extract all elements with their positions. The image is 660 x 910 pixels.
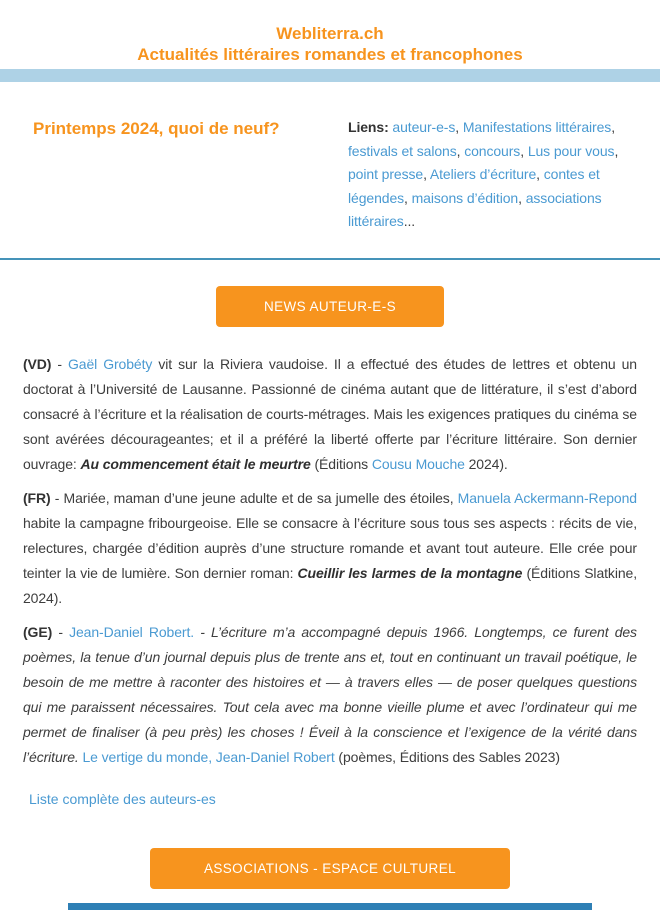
author-paragraph-ge xyxy=(23,620,637,770)
inline-link[interactable]: Le vertige du monde, Jean-Daniel Robert xyxy=(82,748,335,765)
text-segment: - Mariée, maman d’une jeune adulte et de sa jumelle des étoiles, xyxy=(50,489,458,506)
text-segment: L’écriture m’a accompagné depuis 1966. Longtemps, ce furent des poèmes, la tenue d’un journal depuis plus de trente ans et, tout en continuant un travail poétique, le besoin de me mettre à raconter des histoires et — à travers elles — de poser quelques questions qui me paraissent nécessaires. Tout cela avec ma bonne vieille plume et avec l’ordinateur qui me permet de finaliser (à peu près) les choses ! Éveil à la conscience et l’exigence de la vérité dans l’écriture. xyxy=(23,623,637,765)
inline-link[interactable]: Manuela Ackermann-Repond xyxy=(457,489,637,506)
text-segment: , xyxy=(423,166,430,182)
inline-link[interactable]: point presse xyxy=(348,166,424,182)
text-segment: , xyxy=(456,142,465,159)
header-divider-band xyxy=(0,69,660,82)
horizontal-rule xyxy=(0,258,660,260)
text-segment: (Éditions Slatkine, 2024). xyxy=(23,564,637,606)
author-paragraph-vd xyxy=(23,352,637,477)
footer-bar xyxy=(68,903,592,910)
inline-link[interactable]: Gaël Grobéty xyxy=(68,355,153,372)
text-segment: ... xyxy=(403,213,416,229)
quick-links-block xyxy=(348,116,648,234)
section-heading-printemps: Printemps 2024, quoi de neuf? xyxy=(33,119,280,138)
text-segment: , xyxy=(611,119,615,135)
text-segment: , xyxy=(404,189,412,206)
news-auteurs-button[interactable]: NEWS AUTEUR-E-S xyxy=(216,286,444,327)
text-segment: (Éditions xyxy=(310,455,372,472)
text-segment: , xyxy=(536,166,544,182)
text-segment: , xyxy=(614,142,619,159)
inline-link[interactable]: concours xyxy=(464,142,521,159)
text-segment: (GE) xyxy=(23,623,53,640)
newsletter-header xyxy=(0,0,660,65)
complete-authors-list-link[interactable]: Liste complète des auteurs-es xyxy=(29,790,216,807)
inline-link[interactable]: Jean-Daniel Robert. xyxy=(69,623,195,640)
text-segment: 2024). xyxy=(464,455,508,472)
inline-link[interactable]: festivals et salons xyxy=(348,142,457,159)
inline-link[interactable]: contes et légendes xyxy=(348,166,600,206)
inline-link[interactable]: Manifestations littéraires xyxy=(462,119,612,135)
articles-section xyxy=(0,352,660,770)
text-segment: habite la campagne fribourgeoise. Elle se consacre à l’écriture sous tous ses aspects : récits de vie, relectures, chargée d’édition auprès d’une structure romande et avant tout auteure. Elle crée pour teinter la vie de lumière. Son dernier roman: xyxy=(23,514,637,581)
inline-link[interactable]: auteur-e-s xyxy=(392,119,456,135)
text-segment: (poèmes, Éditions des Sables 2023) xyxy=(334,748,560,765)
text-segment: Cueillir les larmes de la montagne xyxy=(297,564,523,581)
author-paragraph-fr xyxy=(23,486,637,611)
inline-link[interactable]: Ateliers d’écriture xyxy=(429,166,537,182)
text-segment: - xyxy=(52,623,70,640)
associations-button[interactable]: ASSOCIATIONS - ESPACE CULTUREL xyxy=(150,848,510,889)
inline-link[interactable]: associations littéraires xyxy=(348,189,602,229)
inline-link[interactable]: Cousu Mouche xyxy=(371,455,465,472)
newsletter-subtitle: Actualités littéraires romandes et francophones xyxy=(137,45,523,64)
text-segment: Au commencement était le meurtre xyxy=(80,455,311,472)
text-segment: (FR) xyxy=(23,489,51,506)
text-segment: Liens: xyxy=(348,119,393,135)
inline-link[interactable]: maisons d’édition xyxy=(411,189,519,206)
text-segment: (VD) xyxy=(23,355,52,372)
text-segment: - xyxy=(194,623,211,640)
authors-list-link-row xyxy=(0,779,660,812)
text-segment: - xyxy=(51,355,68,372)
intro-row xyxy=(0,116,660,234)
text-segment: , xyxy=(455,119,463,135)
text-segment: , xyxy=(518,189,526,206)
newsletter-title: Webliterra.ch xyxy=(276,24,384,43)
inline-link[interactable]: Lus pour vous xyxy=(527,142,615,159)
text-segment: , xyxy=(520,142,528,159)
text-segment: vit sur la Riviera vaudoise. Il a effectué des études de lettres et obtenu un doctorat à l’Université de Lausanne. Passionné de cinéma autant que de littérature, il s’est d’abord consacré à l’écriture et la réalisation de courts-métrages. Mais les exigences pratiques du cinéma se sont avérées décourageantes; et il a préféré la liberté offerte par l’écriture littéraire. Son dernier ouvrage: xyxy=(23,355,637,472)
